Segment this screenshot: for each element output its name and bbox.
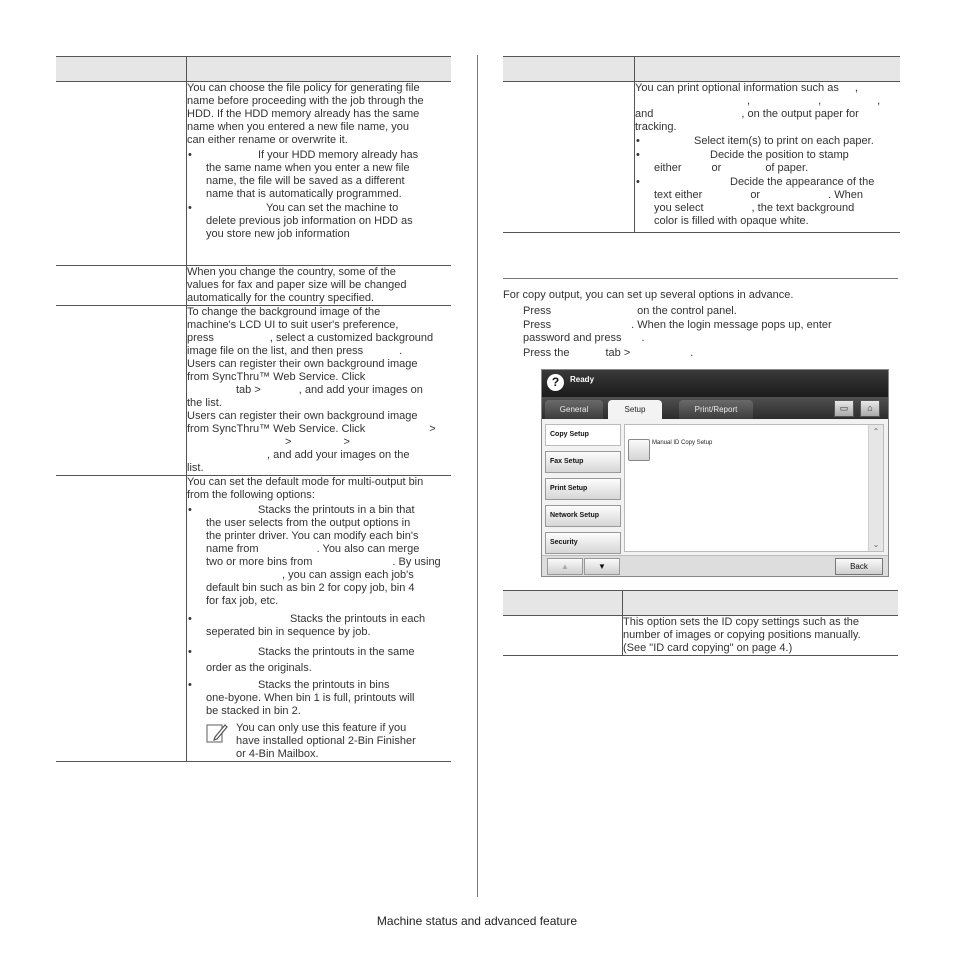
- right-settings-table: [503, 56, 900, 233]
- text-line: name that is automatically programmed.: [206, 188, 402, 200]
- text-line: values for fax and paper size will be changed: [187, 279, 407, 291]
- header-option-cell: [56, 57, 187, 82]
- text-line: be stacked in bin 2.: [206, 705, 301, 717]
- scroll-up-icon[interactable]: ⌃: [872, 427, 880, 436]
- ui-bottom-bar: [542, 555, 888, 576]
- text-line: >: [285, 436, 292, 448]
- list-item: [187, 504, 451, 608]
- text-line: .: [641, 332, 645, 344]
- text-line: If your HDD memory already has: [258, 149, 419, 161]
- text-line: name when you entered a new file name, you: [187, 121, 409, 133]
- text-line: of paper.: [765, 162, 809, 174]
- menu-security[interactable]: Security: [545, 532, 621, 554]
- text-line: Stacks the printouts in bins: [258, 679, 390, 691]
- text-line: password and press: [523, 332, 622, 344]
- text-line: from SyncThru™ Web Service. Click: [187, 371, 366, 383]
- header-description-cell: [635, 57, 901, 82]
- menu-print-setup[interactable]: Print Setup: [545, 478, 621, 500]
- ui-option-panel: [624, 424, 884, 552]
- description-cell: [623, 616, 899, 656]
- tab-print-report[interactable]: Print/Report: [679, 400, 753, 419]
- file-policy-options: [187, 149, 451, 241]
- list-item: [187, 679, 451, 718]
- text-line: Select item(s) to print on each paper.: [694, 135, 874, 147]
- text-line: image file on the list, and then press: [187, 345, 364, 357]
- text-line: name before proceeding with the job through the: [187, 95, 424, 107]
- back-button[interactable]: Back: [835, 558, 883, 575]
- text-line: Decide the appearance of the: [730, 176, 875, 188]
- manual-id-copy-label: Manual ID Copy Setup: [652, 440, 713, 446]
- text-line: tab >: [605, 347, 631, 359]
- ui-body: [542, 420, 888, 576]
- text-line: name, the file will be saved as a different: [206, 175, 405, 187]
- list-item: [187, 202, 451, 241]
- text-line: , select a customized background: [269, 332, 434, 344]
- description-cell: [187, 476, 452, 762]
- text-line: for fax job, etc.: [206, 595, 279, 607]
- text-line: color is filled with opaque white.: [654, 215, 809, 227]
- text-line: . When: [828, 189, 863, 201]
- text-line: When you change the country, some of the: [187, 266, 396, 278]
- menu-copy-setup[interactable]: Copy Setup: [545, 424, 621, 446]
- text-line: (See "ID card copying" on page 4.): [623, 642, 793, 654]
- text-line: Press: [523, 305, 552, 317]
- header-option-cell: [503, 57, 635, 82]
- copy-setup-table: [503, 590, 898, 656]
- table-row: [56, 476, 451, 762]
- text-line: from the following options:: [187, 489, 315, 501]
- text-line: the list.: [187, 397, 222, 409]
- text-line: , and add your images on the: [267, 449, 410, 461]
- text-line: one-byone. When bin 1 is full, printouts will: [206, 692, 415, 704]
- step-2: [503, 319, 898, 345]
- text-line: , and add your images on: [298, 384, 423, 396]
- menu-fax-setup[interactable]: Fax Setup: [545, 451, 621, 473]
- text-line: Users can register their own background image: [187, 358, 418, 370]
- table-row: [503, 616, 898, 656]
- ui-status-bar: [542, 370, 888, 397]
- text-line: seperated bin in sequence by job.: [206, 626, 371, 638]
- text-line: two or more bins from: [206, 556, 313, 568]
- text-line: the user selects from the output options in: [206, 517, 411, 529]
- table-row: [56, 306, 451, 476]
- text-line: or 4-Bin Mailbox.: [236, 748, 319, 760]
- copy-setup-steps: [503, 288, 898, 361]
- text-line: delete previous job information on HDD as: [206, 215, 413, 227]
- text-line: tab >: [236, 384, 261, 396]
- scroll-down-icon[interactable]: ⌄: [872, 540, 880, 549]
- stamp-options: [635, 135, 900, 228]
- text-line: number of images or copying positions manually.: [623, 629, 861, 641]
- left-settings-table: [56, 56, 451, 762]
- text-line: the printer driver. You can modify each bin's: [206, 530, 419, 542]
- text-line: Stacks the printouts in the same: [258, 646, 415, 658]
- text-line: .: [399, 345, 403, 357]
- tab-setup[interactable]: Setup: [608, 400, 662, 419]
- table-row: [56, 82, 451, 266]
- list-item: [187, 149, 451, 201]
- text-line: or: [711, 162, 722, 174]
- device-ui-screenshot: [541, 369, 889, 577]
- text-line: You can set the machine to: [266, 202, 399, 214]
- option-cell: [56, 82, 187, 266]
- text-line: You can only use this feature if you: [236, 722, 407, 734]
- option-cell: [503, 616, 623, 656]
- header-description-cell: [187, 57, 452, 82]
- description-cell: [635, 82, 901, 233]
- text-line: press: [187, 332, 214, 344]
- text-line: This option sets the ID copy settings such as the: [623, 616, 860, 628]
- text-line: ,: [747, 95, 751, 107]
- text-line: HDD. If the HDD memory already has the same: [187, 108, 420, 120]
- ui-scrollbar[interactable]: [868, 425, 883, 551]
- text-line: Users can register their own background image: [187, 410, 418, 422]
- text-line: . You also can merge: [316, 543, 420, 555]
- note-text: [236, 722, 416, 761]
- text-line: You can set the default mode for multi-output bin: [187, 476, 424, 488]
- copy-table-header: [503, 591, 898, 616]
- header-option-cell: [503, 591, 623, 616]
- option-cell: [56, 306, 187, 476]
- page-footer: Machine status and advanced feature: [376, 914, 578, 928]
- text-line: ,: [854, 82, 858, 94]
- step-3: [503, 346, 898, 360]
- header-description-cell: [623, 591, 899, 616]
- text-line: automatically for the country specified.: [187, 292, 375, 304]
- text-line: , you can assign each job's: [282, 569, 414, 581]
- option-cell: [56, 476, 187, 762]
- list-item: [635, 135, 900, 148]
- table-row: [503, 82, 900, 233]
- text-line: ,: [818, 95, 822, 107]
- text-line: can either rename or overwrite it.: [187, 134, 348, 146]
- text-line: machine's LCD UI to suit user's preference,: [187, 319, 399, 331]
- text-line: or: [750, 189, 761, 201]
- text-line: You can choose the file policy for generating file: [187, 82, 420, 94]
- description-cell: [187, 266, 452, 306]
- help-icon[interactable]: ?: [547, 374, 564, 391]
- text-line: you store new job information: [206, 228, 350, 240]
- ui-tab-bar: [542, 397, 888, 419]
- text-line: ,: [877, 95, 881, 107]
- option-cell: [503, 82, 635, 233]
- section-intro: For copy output, you can set up several options in advance.: [503, 289, 794, 301]
- page-down-button[interactable]: ▼: [584, 558, 620, 575]
- description-cell: [187, 306, 452, 476]
- text-line: You can print optional information such as: [635, 82, 839, 94]
- text-line: the same name when you enter a new file: [206, 162, 410, 174]
- text-line: text either: [654, 189, 703, 201]
- description-cell: [187, 82, 452, 266]
- file-policy-intro: [187, 82, 451, 147]
- status-text: Ready: [570, 375, 595, 384]
- text-line: Press: [523, 319, 552, 331]
- text-line: >: [343, 436, 350, 448]
- table-row: [56, 266, 451, 306]
- text-line: To change the background image of the: [187, 306, 381, 318]
- column-divider: [477, 55, 478, 897]
- text-line: default bin such as bin 2 for copy job, bin 4: [206, 582, 415, 594]
- text-line: Decide the position to stamp: [710, 149, 849, 161]
- text-line: name from: [206, 543, 259, 555]
- folder-icon[interactable]: ▭: [834, 400, 854, 417]
- text-line: .: [690, 347, 694, 359]
- text-line: , the text background: [751, 202, 855, 214]
- manual-id-copy-button[interactable]: [628, 439, 650, 461]
- option-cell: [56, 266, 187, 306]
- text-line: . By using: [392, 556, 441, 568]
- text-line: on the control panel.: [637, 305, 737, 317]
- section-rule: [503, 278, 898, 279]
- menu-network-setup[interactable]: Network Setup: [545, 505, 621, 527]
- step-1: [503, 304, 898, 318]
- text-line: , on the output paper for: [741, 108, 859, 120]
- text-line: Stacks the printouts in each: [290, 613, 426, 625]
- text-line: and: [635, 108, 654, 120]
- text-line: you select: [654, 202, 704, 214]
- page-up-button[interactable]: ▲: [547, 558, 583, 575]
- text-line: list.: [187, 462, 204, 474]
- text-line: from SyncThru™ Web Service. Click: [187, 423, 366, 435]
- home-icon[interactable]: ⌂: [860, 400, 880, 417]
- text-line: Press the: [523, 347, 570, 359]
- text-line: . When the login message pops up, enter: [631, 319, 832, 331]
- tab-general[interactable]: General: [545, 400, 603, 419]
- text-line: order as the originals.: [206, 662, 312, 674]
- text-line: Stacks the printouts in a bin that: [258, 504, 415, 516]
- note-box: [187, 722, 451, 761]
- list-item: [635, 149, 900, 175]
- note-pencil-icon: [206, 722, 228, 744]
- list-item: [187, 644, 451, 676]
- ui-menu-list: [545, 424, 621, 559]
- output-bin-options: [187, 504, 451, 718]
- text-line: either: [654, 162, 682, 174]
- left-table-header: [56, 57, 451, 82]
- list-item: [187, 613, 451, 639]
- right-table-header: [503, 57, 900, 82]
- text-line: tracking.: [635, 121, 677, 133]
- text-line: >: [429, 423, 436, 435]
- text-line: have installed optional 2-Bin Finisher: [236, 735, 416, 747]
- list-item: [635, 176, 900, 228]
